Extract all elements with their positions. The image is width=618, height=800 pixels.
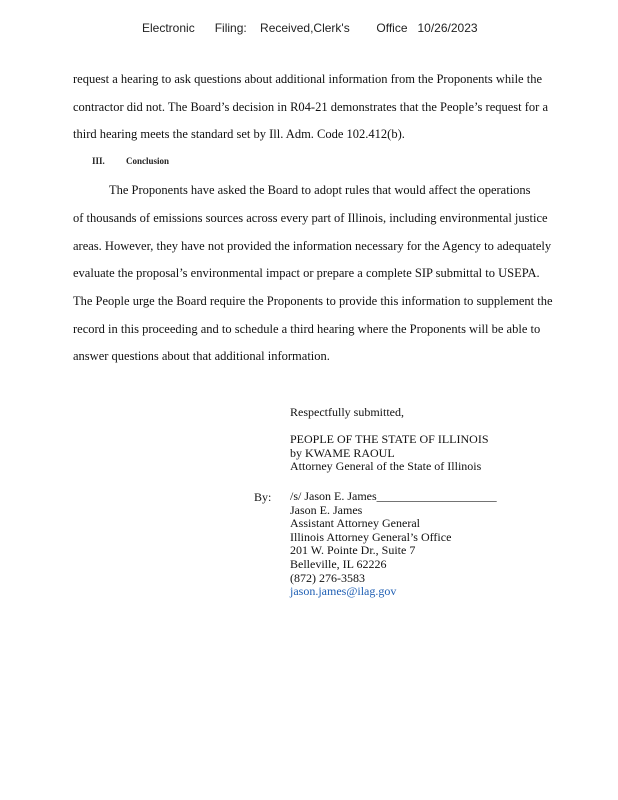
paragraph-line: evaluate the proposal’s environmental impact or prepare a complete SIP submittal to USEPA. [73, 266, 540, 280]
contact-line: 201 W. Pointe Dr., Suite 7 [290, 543, 416, 558]
signature-line: /s/ Jason E. James____________________ [290, 489, 497, 503]
paragraph-line: contractor did not. The Board’s decision in R04-21 demonstrates that the People’s request for a [73, 100, 549, 114]
contact-line: Jason E. James [290, 502, 363, 517]
signature-closing: Respectfully submitted, [290, 405, 404, 419]
paragraph-line: of thousands of emissions sources across every part of Illinois, including environmental justice [73, 211, 548, 225]
contact-line: Belleville, IL 62226 [290, 556, 387, 571]
paragraph-line: third hearing meets the standard set by Ill. Adm. Code 102.412(b). [73, 127, 405, 141]
paragraph-line: areas. However, they have not provided the information necessary for the Agency to adequately [73, 239, 552, 253]
party-line: PEOPLE OF THE STATE OF ILLINOIS [290, 432, 489, 446]
contact-line: Illinois Attorney General’s Office [290, 529, 452, 544]
paragraph-line: answer questions about that additional information. [73, 349, 330, 363]
email-link[interactable]: jason.james@ilag.gov [290, 584, 397, 599]
signature-party-block [290, 433, 489, 474]
section-number: III. [92, 156, 105, 166]
section-heading [92, 156, 169, 166]
paragraph-line: The Proponents have asked the Board to adopt rules that would affect the operations [109, 183, 531, 197]
section-title: Conclusion [126, 156, 170, 166]
party-line: by KWAME RAOUL [290, 445, 395, 460]
paragraph-line: request a hearing to ask questions about additional information from the Proponents while the [73, 72, 542, 86]
contact-line: Assistant Attorney General [290, 516, 420, 531]
filing-stamp-header: Electronic Filing: Received,Clerk's Office 10/26/2023 [142, 21, 478, 35]
signature-contact-block [290, 490, 497, 599]
paragraph-line: The People urge the Board require the Proponents to provide this information to supplement the [73, 294, 553, 308]
by-label: By: [254, 490, 272, 504]
contact-line: (872) 276-3583 [290, 570, 365, 585]
party-line: Attorney General of the State of Illinois [290, 459, 482, 474]
paragraph-line: record in this proceeding and to schedule a third hearing where the Proponents will be able to [73, 322, 541, 336]
